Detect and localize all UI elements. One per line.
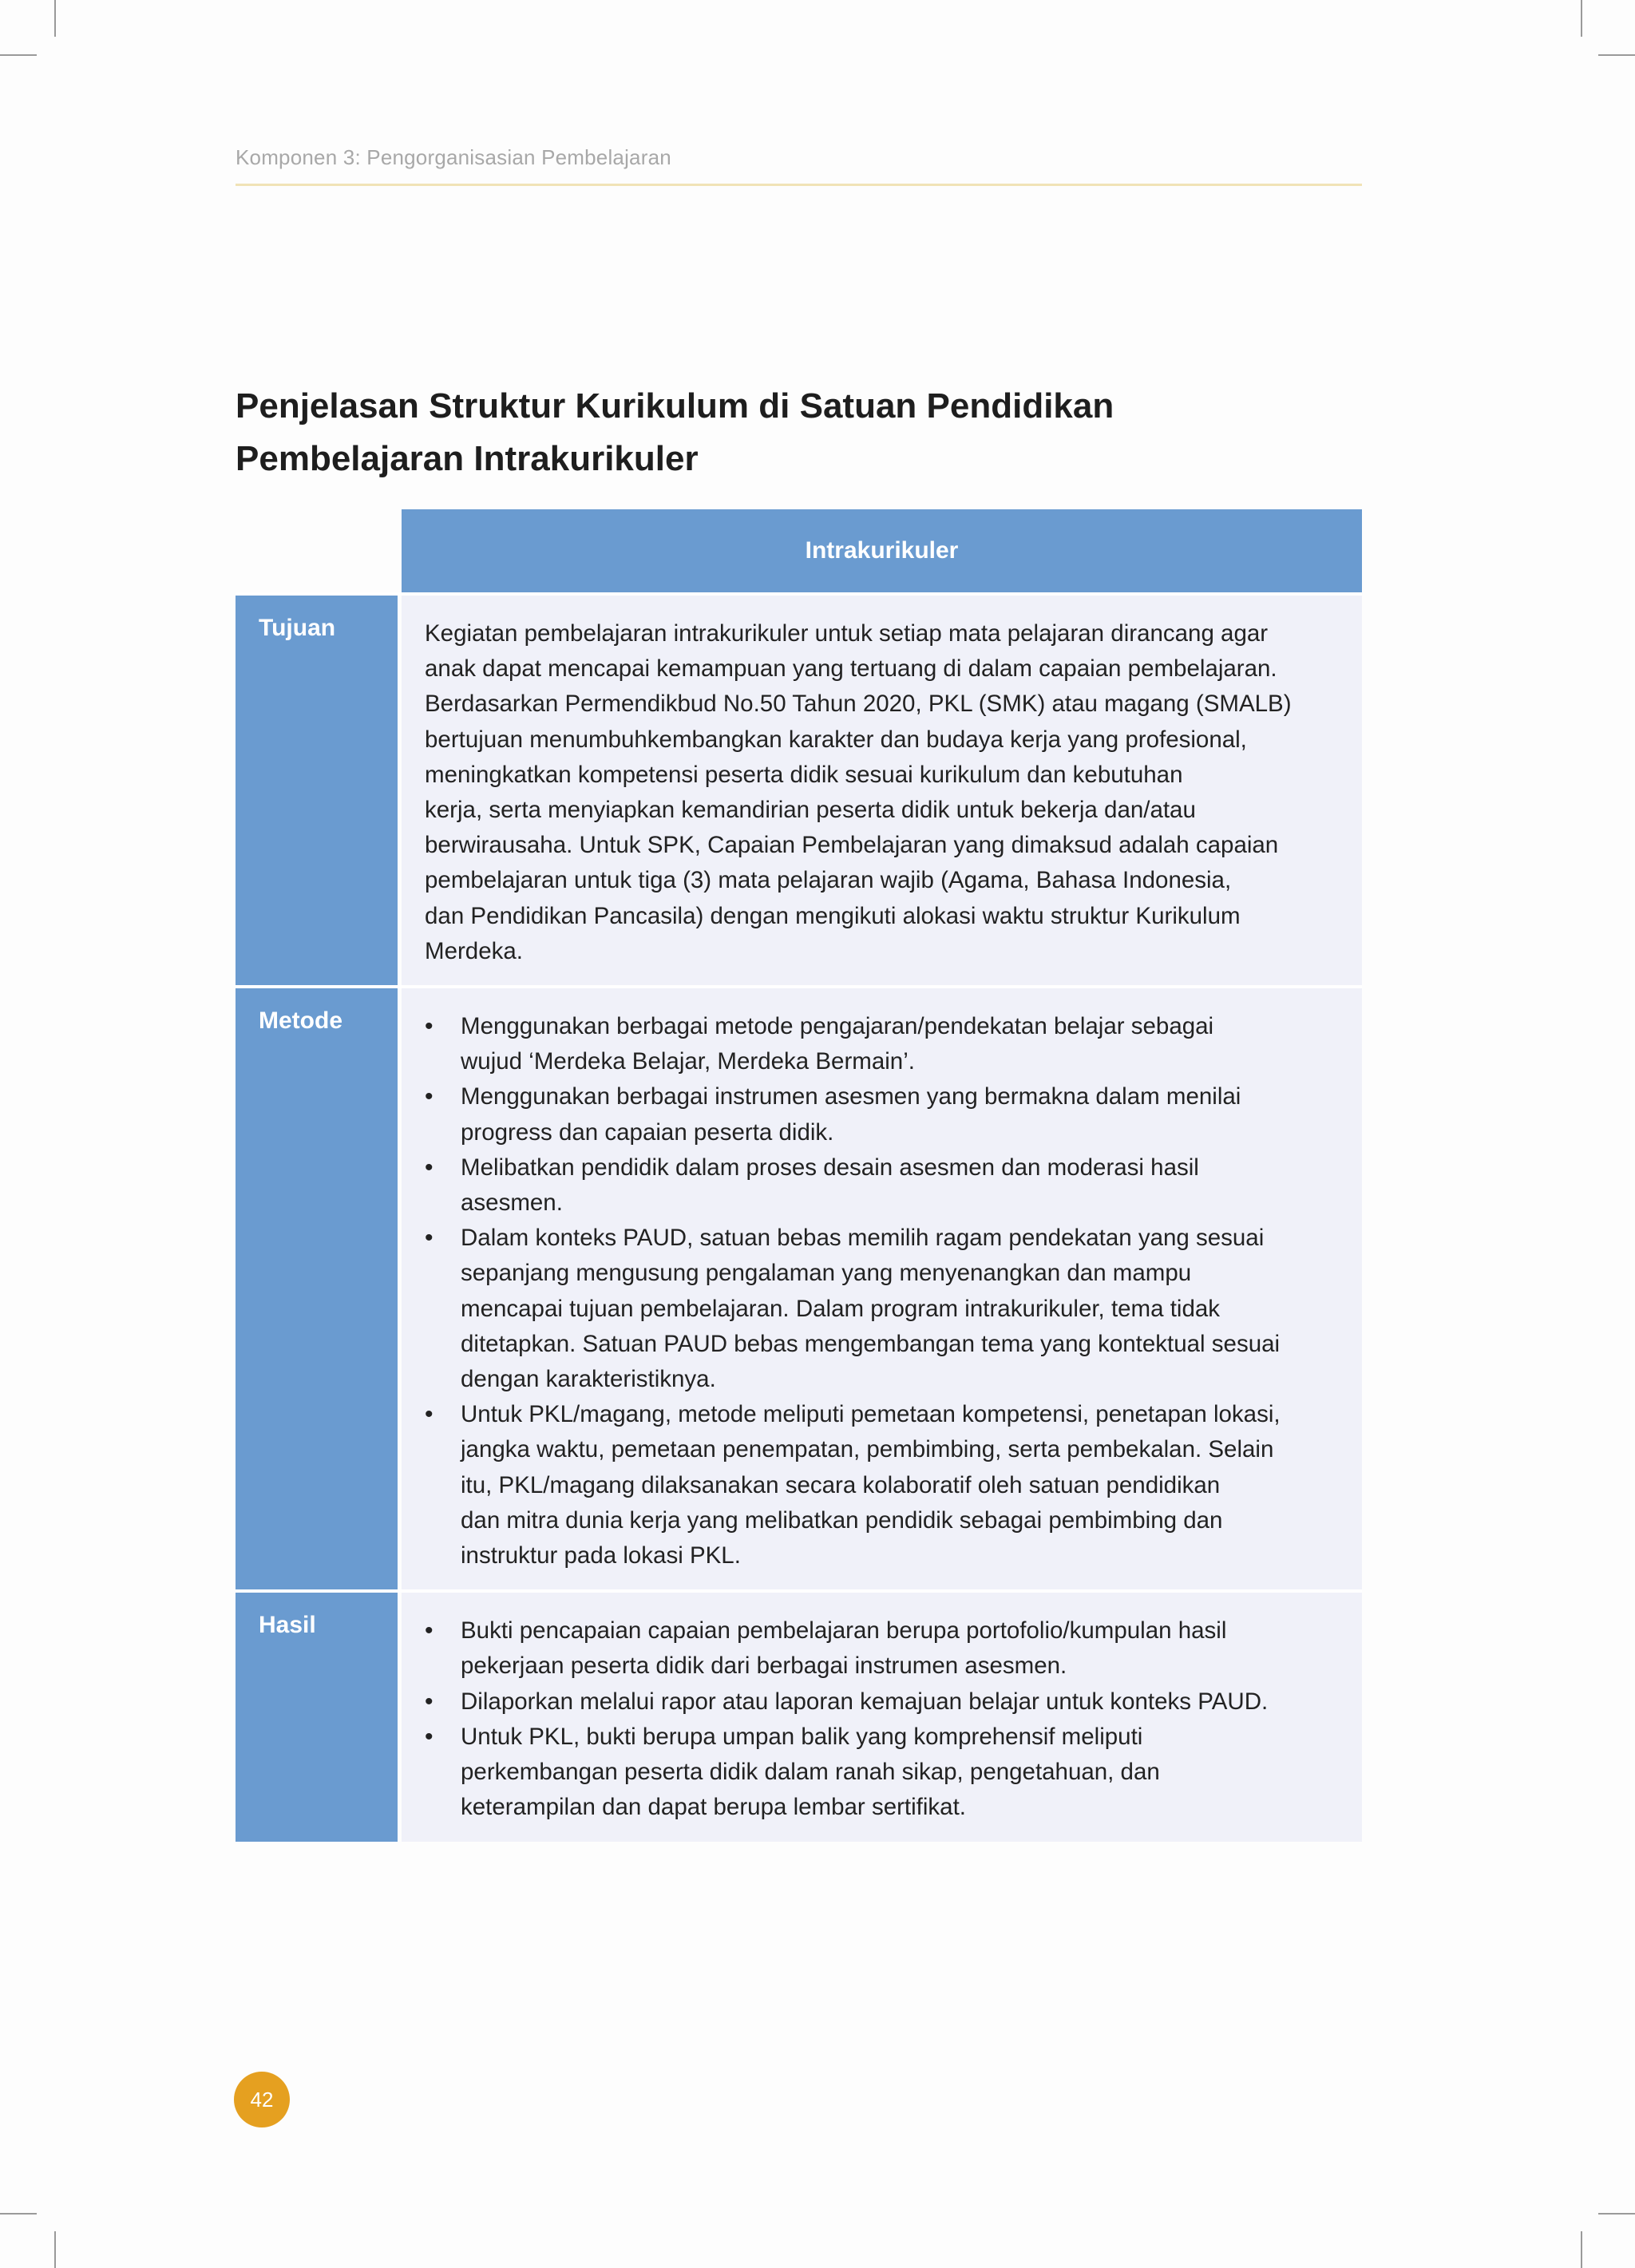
text-line: Bukti pencapaian capaian pembelajaran berupa portofolio/kumpulan hasil (461, 1617, 1227, 1645)
table-column-header: Intrakurikuler (402, 509, 1362, 592)
list-item (425, 1009, 1338, 1079)
text-line: dan Pendidikan Pancasila) dengan mengikuti alokasi waktu struktur Kurikulum (425, 902, 1241, 929)
crop-mark (1581, 0, 1582, 37)
text-line: Menggunakan berbagai metode pengajaran/pendekatan belajar sebagai (461, 1013, 1214, 1040)
crop-mark (0, 54, 37, 56)
text-line: Kegiatan pembelajaran intrakurikuler untuk setiap mata pelajaran dirancang agar (425, 620, 1269, 647)
list-item (425, 1613, 1338, 1684)
text-line: mencapai tujuan pembelajaran. Dalam program intrakurikuler, tema tidak (461, 1295, 1221, 1322)
text-line: progress dan capaian peserta didik. (461, 1118, 834, 1146)
row-label-metode: Metode (236, 988, 398, 1589)
page-number-badge: 42 (234, 2072, 290, 2127)
text-line: perkembangan peserta didik dalam ranah sikap, pengetahuan, dan (461, 1759, 1160, 1786)
crop-mark (0, 2213, 37, 2215)
text-line: ditetapkan. Satuan PAUD bebas mengembangan tema yang kontektual sesuai (461, 1330, 1281, 1357)
list-item (425, 1079, 1338, 1150)
text-line: pembelajaran untuk tiga (3) mata pelajaran wajib (Agama, Bahasa Indonesia, (425, 867, 1232, 894)
text-line: bertujuan menumbuhkembangkan karakter dan budaya kerja yang profesional, (425, 726, 1247, 753)
text-line: instruktur pada lokasi PKL. (461, 1542, 741, 1569)
text-line: kerja, serta menyiapkan kemandirian peserta didik untuk bekerja dan/atau (425, 797, 1196, 824)
row-body-metode (402, 988, 1362, 1589)
text-line: asesmen. (461, 1189, 563, 1217)
curriculum-table (236, 509, 1362, 1842)
list-item (425, 1150, 1338, 1221)
crop-mark (1581, 2231, 1582, 2268)
text-line: Untuk PKL/magang, metode meliputi pemetaan kompetensi, penetapan lokasi, (461, 1401, 1281, 1428)
crop-mark (54, 2231, 56, 2268)
text-line: pekerjaan peserta didik dari berbagai instrumen asesmen. (461, 1653, 1067, 1680)
crop-mark (1598, 2213, 1635, 2215)
page-title (236, 380, 1369, 485)
row-body-tujuan (402, 596, 1362, 985)
text-line: Melibatkan pendidik dalam proses desain asesmen dan moderasi hasil (461, 1154, 1199, 1181)
text-line: dengan karakteristiknya. (461, 1366, 716, 1393)
text-line: wujud ‘Merdeka Belajar, Merdeka Bermain’. (461, 1048, 915, 1075)
text-line: Berdasarkan Permendikbud No.50 Tahun 2020, PKL (SMK) atau magang (SMALB) (425, 691, 1292, 718)
table-header-row (236, 509, 1362, 592)
text-line: Dalam konteks PAUD, satuan bebas memilih ragam pendekatan yang sesuai (461, 1225, 1265, 1252)
page-title-line-2: Pembelajaran Intrakurikuler (236, 439, 699, 478)
page-title-line-1: Penjelasan Struktur Kurikulum di Satuan Pendidikan (236, 386, 1114, 425)
text-line: meningkatkan kompetensi peserta didik sesuai kurikulum dan kebutuhan (425, 761, 1183, 788)
list-item (425, 1720, 1338, 1826)
row-label-hasil: Hasil (236, 1593, 398, 1841)
table-row-hasil (236, 1589, 1362, 1841)
table-row-metode (236, 985, 1362, 1589)
row-body-hasil (402, 1593, 1362, 1841)
text-line: keterampilan dan dapat berupa lembar sertifikat. (461, 1794, 966, 1821)
text-line: Dilaporkan melalui rapor atau laporan kemajuan belajar untuk konteks PAUD. (461, 1688, 1269, 1715)
running-header: Komponen 3: Pengorganisasian Pembelajaran (236, 145, 671, 169)
text-line: itu, PKL/magang dilaksanakan secara kolaboratif oleh satuan pendidikan (461, 1471, 1221, 1498)
list-item (425, 1397, 1338, 1573)
header-rule (236, 184, 1362, 186)
text-line: berwirausaha. Untuk SPK, Capaian Pembelajaran yang dimaksud adalah capaian (425, 832, 1279, 859)
row-label-tujuan: Tujuan (236, 596, 398, 985)
crop-mark (1598, 54, 1635, 56)
list-item (425, 1684, 1338, 1720)
text-line: dan mitra dunia kerja yang melibatkan pendidik sebagai pembimbing dan (461, 1506, 1223, 1534)
metode-bullet-list (425, 1009, 1338, 1573)
table-header-blank-cell (236, 509, 402, 592)
tujuan-paragraph (425, 616, 1338, 969)
table-row-tujuan (236, 592, 1362, 985)
text-line: Menggunakan berbagai instrumen asesmen yang bermakna dalam menilai (461, 1083, 1241, 1110)
text-line: sepanjang mengusung pengalaman yang menyenangkan dan mampu (461, 1260, 1192, 1287)
text-line: Untuk PKL, bukti berupa umpan balik yang komprehensif meliputi (461, 1723, 1143, 1750)
text-line: Merdeka. (425, 937, 523, 964)
list-item (425, 1221, 1338, 1397)
text-line: jangka waktu, pemetaan penempatan, pembimbing, serta pembekalan. Selain (461, 1436, 1274, 1463)
text-line: anak dapat mencapai kemampuan yang tertuang di dalam capaian pembelajaran. (425, 655, 1277, 683)
hasil-bullet-list (425, 1613, 1338, 1825)
crop-mark (54, 0, 56, 37)
